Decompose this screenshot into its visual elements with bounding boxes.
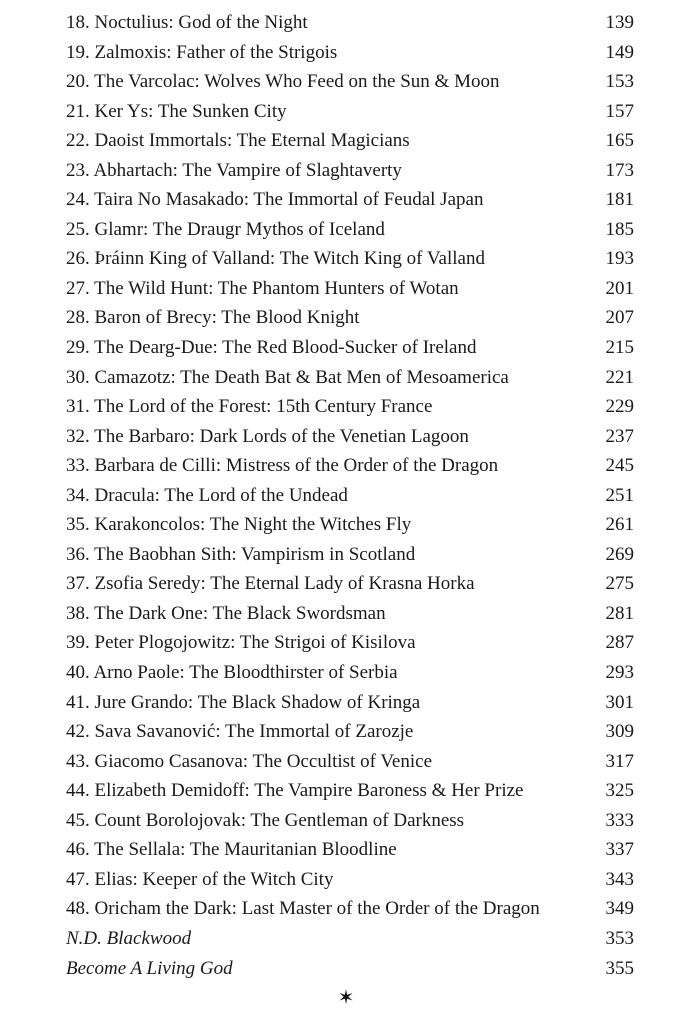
toc-entry[interactable] [66, 274, 634, 304]
entry-page-number: 181 [605, 189, 634, 211]
entry-title: 41. Jure Grando: The Black Shadow of Kringa [66, 691, 421, 713]
entry-page-number: 325 [605, 780, 634, 802]
entry-title: 28. Baron of Brecy: The Blood Knight [66, 307, 360, 329]
entry-title: 26. Þráinn King of Valland: The Witch King of Valland [66, 248, 485, 270]
entry-title: 46. The Sellala: The Mauritanian Bloodline [66, 839, 397, 861]
entry-title: 18. Noctulius: God of the Night [66, 12, 308, 33]
entry-title: 23. Abhartach: The Vampire of Slaghtaverty [66, 159, 402, 181]
entry-page-number: 337 [605, 839, 634, 861]
entry-page-number: 193 [605, 248, 634, 270]
toc-entry[interactable] [66, 658, 634, 688]
toc-entry[interactable] [66, 333, 634, 363]
entry-page-number: 157 [605, 100, 634, 122]
entry-title: 20. The Varcolac: Wolves Who Feed on the Sun & Moon [66, 71, 500, 93]
toc-entry[interactable] [66, 156, 634, 186]
toc-entry[interactable] [66, 244, 634, 274]
entry-page-number: 349 [605, 898, 634, 920]
entry-title: 24. Taira No Masakado: The Immortal of Feudal Japan [66, 189, 484, 211]
toc-entry[interactable] [66, 363, 634, 393]
toc-entry[interactable] [66, 806, 634, 836]
entry-title: 31. The Lord of the Forest: 15th Century France [66, 396, 433, 418]
entry-page-number: 251 [605, 484, 634, 506]
toc-entry[interactable] [66, 688, 634, 718]
entry-page-number: 215 [605, 337, 634, 359]
toc-entry[interactable] [66, 776, 634, 806]
entry-page-number: 201 [605, 277, 634, 299]
entry-page-number: 237 [605, 425, 634, 447]
back-matter-entry[interactable] [66, 954, 634, 984]
entry-page-number: 275 [605, 573, 634, 595]
toc-entry[interactable] [66, 599, 634, 629]
toc-entry[interactable] [66, 747, 634, 777]
entry-page-number: 229 [605, 396, 634, 418]
entry-title: 40. Arno Paole: The Bloodthirster of Serbia [66, 662, 398, 684]
entry-page-number: 149 [605, 41, 634, 63]
entry-title: 48. Oricham the Dark: Last Master of the Order of the Dragon [66, 898, 540, 920]
entry-page-number: 173 [605, 159, 634, 181]
toc-entry[interactable] [66, 303, 634, 333]
toc-entry[interactable] [66, 422, 634, 452]
toc-entry[interactable] [66, 38, 634, 68]
toc-entry[interactable] [66, 481, 634, 511]
entry-title: 32. The Barbaro: Dark Lords of the Venetian Lagoon [66, 425, 469, 447]
entry-title: 38. The Dark One: The Black Swordsman [66, 602, 386, 624]
entry-title: 37. Zsofia Seredy: The Eternal Lady of Krasna Horka [66, 573, 475, 595]
toc-entry[interactable] [66, 8, 634, 38]
entry-page-number: 293 [605, 662, 634, 684]
entry-title: 22. Daoist Immortals: The Eternal Magicians [66, 130, 410, 152]
back-matter-entry[interactable] [66, 924, 634, 954]
toc-entry[interactable] [66, 126, 634, 156]
entry-title: 47. Elias: Keeper of the Witch City [66, 868, 334, 890]
toc-entry[interactable] [66, 97, 634, 127]
entry-title: Become A Living God [66, 957, 233, 979]
entry-title: 29. The Dearg-Due: The Red Blood-Sucker of Ireland [66, 337, 477, 359]
entry-title: 45. Count Borolojovak: The Gentleman of Darkness [66, 809, 465, 831]
entry-page-number: 281 [605, 602, 634, 624]
entry-title: N.D. Blackwood [66, 927, 192, 949]
entry-page-number: 317 [605, 750, 634, 772]
entry-page-number: 185 [605, 218, 634, 240]
entry-page-number: 165 [605, 130, 634, 152]
entry-title: 30. Camazotz: The Death Bat & Bat Men of Mesoamerica [66, 366, 509, 388]
entry-page-number: 343 [605, 868, 634, 890]
entry-page-number: 301 [605, 691, 634, 713]
toc-entry[interactable] [66, 392, 634, 422]
entry-page-number: 333 [605, 809, 634, 831]
toc-entry[interactable] [66, 67, 634, 97]
entry-title: 39. Peter Plogojowitz: The Strigoi of Kisilova [66, 632, 416, 654]
entry-title: 27. The Wild Hunt: The Phantom Hunters of Wotan [66, 277, 459, 299]
toc-entry[interactable] [66, 835, 634, 865]
toc-entry[interactable] [66, 865, 634, 895]
entry-page-number: 353 [605, 927, 634, 949]
toc-entry[interactable] [66, 717, 634, 747]
entry-page-number: 355 [605, 957, 634, 979]
entry-title: 44. Elizabeth Demidoff: The Vampire Baroness & Her Prize [66, 780, 524, 802]
entry-page-number: 153 [605, 71, 634, 93]
entry-page-number: 139 [605, 12, 634, 33]
toc-entry[interactable] [66, 569, 634, 599]
entry-page-number: 287 [605, 632, 634, 654]
entry-title: 33. Barbara de Cilli: Mistress of the Order of the Dragon [66, 455, 499, 477]
entry-title: 19. Zalmoxis: Father of the Strigois [66, 41, 338, 63]
star-ornament-icon: ✶ [337, 987, 355, 1009]
table-of-contents [66, 8, 634, 983]
entry-page-number: 221 [605, 366, 634, 388]
toc-entry[interactable] [66, 451, 634, 481]
entry-title: 25. Glamr: The Draugr Mythos of Iceland [66, 218, 385, 240]
entry-title: 35. Karakoncolos: The Night the Witches Fly [66, 514, 412, 536]
toc-entry[interactable] [66, 510, 634, 540]
entry-page-number: 261 [605, 514, 634, 536]
entry-page-number: 309 [605, 721, 634, 743]
entry-title: 42. Sava Savanović: The Immortal of Zarozje [66, 721, 414, 743]
entry-title: 21. Ker Ys: The Sunken City [66, 100, 287, 122]
entry-page-number: 245 [605, 455, 634, 477]
toc-entry[interactable] [66, 215, 634, 245]
toc-entry[interactable] [66, 540, 634, 570]
entry-title: 43. Giacomo Casanova: The Occultist of Venice [66, 750, 433, 772]
entry-title: 36. The Baobhan Sith: Vampirism in Scotland [66, 543, 416, 565]
entry-title: 34. Dracula: The Lord of the Undead [66, 484, 348, 506]
toc-entry[interactable] [66, 628, 634, 658]
toc-entry[interactable] [66, 894, 634, 924]
entry-page-number: 269 [605, 543, 634, 565]
entry-page-number: 207 [605, 307, 634, 329]
toc-entry[interactable] [66, 185, 634, 215]
